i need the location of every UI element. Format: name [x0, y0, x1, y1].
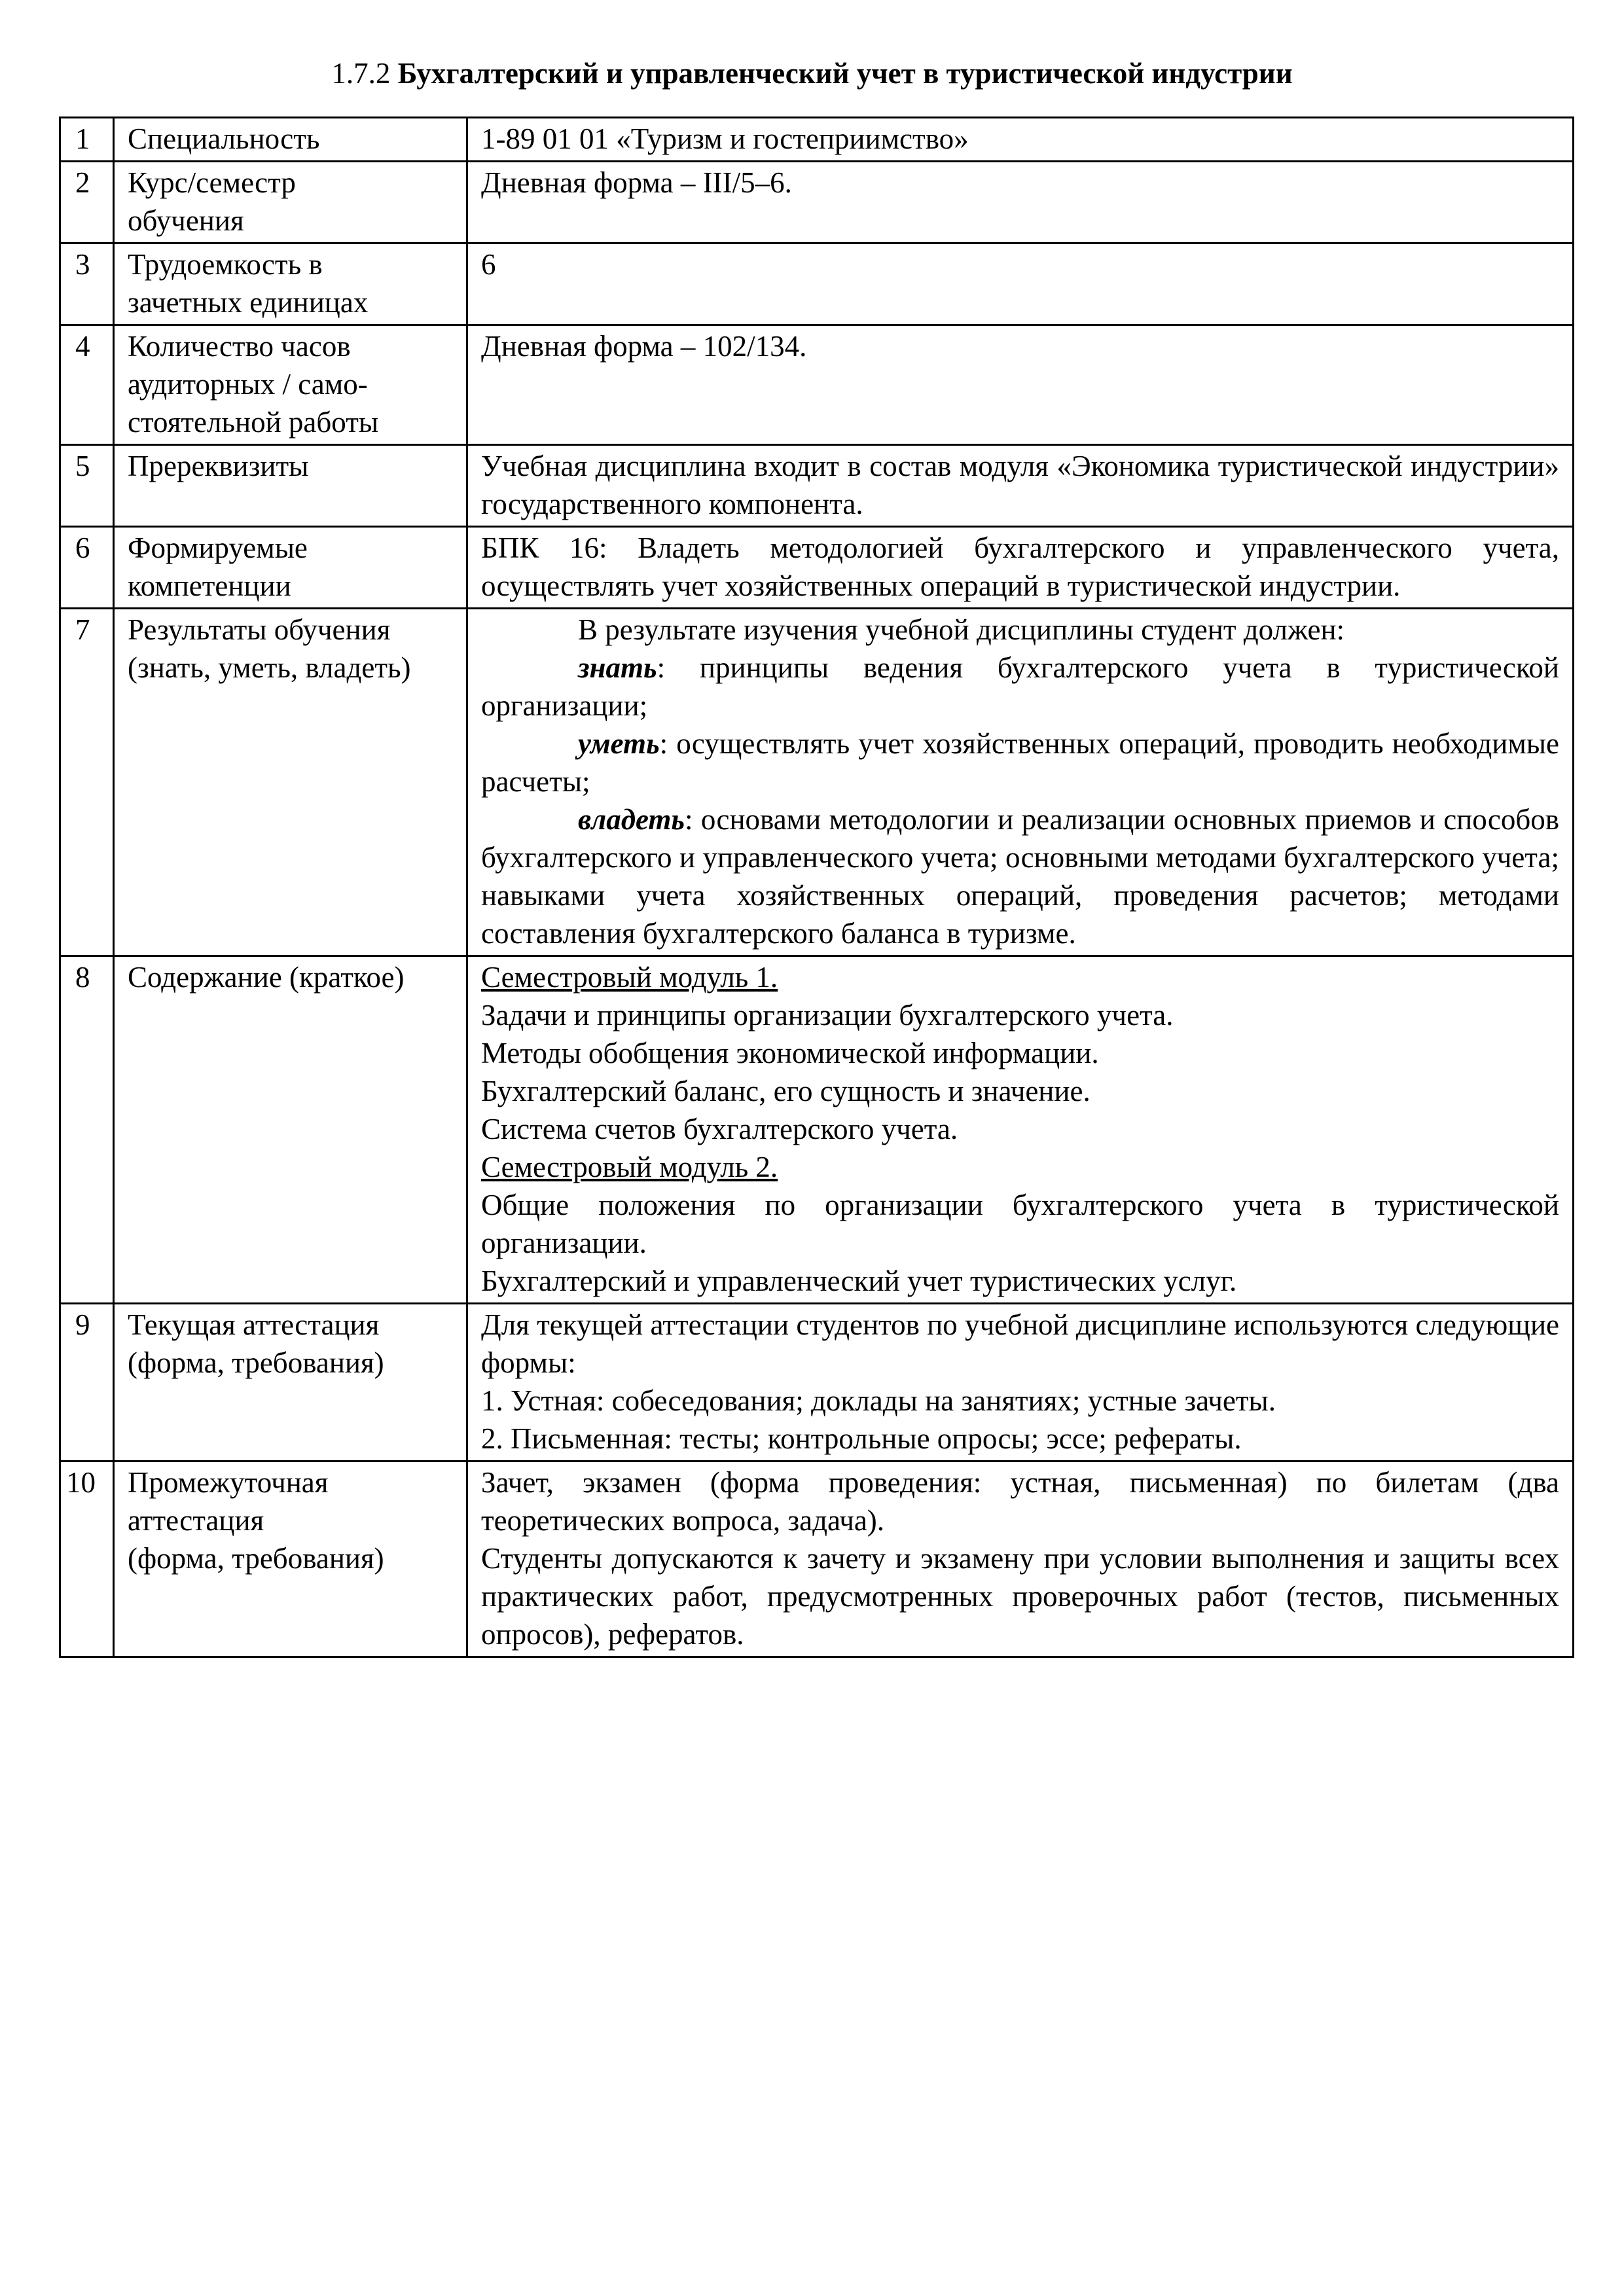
row-number: 5 — [60, 445, 114, 527]
row-label — [114, 956, 467, 1304]
outcomes-intro: В результате изучения учебной дисциплины студент должен: — [578, 613, 1345, 646]
row-number: 6 — [60, 527, 114, 609]
table-row — [60, 956, 1574, 1304]
row-label — [114, 162, 467, 243]
row-label-line: Специальность — [128, 122, 320, 155]
outcome-keyword: знать — [578, 651, 657, 684]
row-label-line: аудиторных / само- — [128, 368, 368, 401]
assessment-line: Студенты допускаются к зачету и экзамену при условии выполнения и защиты всех практических работ, предусмотренных проверочных работ (тестов, письменных опросов), рефератов. — [481, 1542, 1559, 1651]
row-label-line: Количество часов — [128, 330, 351, 363]
row-label-line: стоятельной работы — [128, 406, 379, 439]
row-value: БПК 16: Владеть методологией бухгалтерского и управленческого учета, осуществлять учет хозяйственных операций в туристической индустрии. — [467, 527, 1574, 609]
row-label — [114, 118, 467, 162]
outcome-own — [481, 800, 1559, 952]
row-label-line: Результаты обучения — [128, 613, 391, 646]
table-row — [60, 445, 1574, 527]
row-number: 1 — [60, 118, 114, 162]
row-label-line: Формируемые — [128, 531, 308, 564]
row-number: 8 — [60, 956, 114, 1304]
syllabus-table — [59, 117, 1574, 1658]
outcome-know — [481, 649, 1559, 725]
table-row — [60, 325, 1574, 445]
row-label-line: (знать, уметь, владеть) — [128, 651, 411, 684]
content-item: Методы обобщения экономической информации. — [481, 1037, 1099, 1069]
row-value: 6 — [467, 243, 1574, 325]
outcome-can — [481, 725, 1559, 800]
row-label-line: аттестация — [128, 1504, 264, 1537]
interim-assessment — [467, 1462, 1574, 1657]
row-label-line: Промежуточная — [128, 1466, 329, 1499]
table-row — [60, 609, 1574, 956]
table-row — [60, 118, 1574, 162]
outcome-text: : принципы ведения бухгалтерского учета в туристической организации; — [481, 651, 1559, 722]
section-number: 1.7.2 — [331, 57, 391, 90]
module-heading: Семестровый модуль 2. — [481, 1151, 778, 1183]
table-row — [60, 162, 1574, 243]
row-label — [114, 1462, 467, 1657]
row-number: 2 — [60, 162, 114, 243]
row-label-line: Курс/семестр — [128, 166, 296, 199]
outcome-keyword: уметь — [578, 727, 660, 760]
content-item: Общие положения по организации бухгалтерского учета в туристической организации. — [481, 1189, 1559, 1259]
course-content — [467, 956, 1574, 1304]
table-row — [60, 1304, 1574, 1462]
row-label-line: Пререквизиты — [128, 450, 309, 482]
outcome-keyword: владеть — [578, 803, 685, 836]
assessment-line: Зачет, экзамен (форма проведения: устная, письменная) по билетам (два теоретических вопроса, задача). — [481, 1466, 1559, 1537]
row-value: 1-89 01 01 «Туризм и гостеприимство» — [467, 118, 1574, 162]
row-label-line: Текущая аттестация — [128, 1308, 380, 1341]
row-number: 4 — [60, 325, 114, 445]
content-item: Бухгалтерский баланс, его сущность и значение. — [481, 1075, 1091, 1107]
assessment-line: Для текущей аттестации студентов по учебной дисциплине используются следующие формы: — [481, 1308, 1559, 1379]
table-row — [60, 1462, 1574, 1657]
row-number: 3 — [60, 243, 114, 325]
content-item: Задачи и принципы организации бухгалтерского учета. — [481, 999, 1174, 1031]
row-number: 10 — [60, 1462, 114, 1657]
page-title — [0, 54, 1624, 93]
row-label-line: компетенции — [128, 569, 291, 602]
row-label — [114, 243, 467, 325]
outcome-text: : основами методологии и реализации основных приемов и способов бухгалтерского и управленческого учета; основными методами бухгалтерского учета; навыками учета хозяйственных операций, проведения расчетов; методами составления бухгалтерского баланса в туризме. — [481, 803, 1559, 950]
row-label-line: Трудоемкость в — [128, 248, 323, 281]
row-number: 9 — [60, 1304, 114, 1462]
content-item: Бухгалтерский и управленческий учет туристических услуг. — [481, 1265, 1237, 1297]
outcome-text: : осуществлять учет хозяйственных операций, проводить необходимые расчеты; — [481, 727, 1559, 798]
table-row — [60, 527, 1574, 609]
row-label-line: Содержание (краткое) — [128, 961, 405, 994]
row-label-line: зачетных единицах — [128, 286, 369, 319]
row-label — [114, 445, 467, 527]
row-label-line: (форма, требования) — [128, 1346, 384, 1379]
assessment-line: 1. Устная: собеседования; доклады на занятиях; устные зачеты. — [481, 1384, 1276, 1417]
row-label-line: (форма, требования) — [128, 1542, 384, 1575]
learning-outcomes — [467, 609, 1574, 956]
row-label — [114, 527, 467, 609]
row-label — [114, 1304, 467, 1462]
row-label — [114, 609, 467, 956]
row-value: Учебная дисциплина входит в состав модуля «Экономика туристической индустрии» государственного компонента. — [467, 445, 1574, 527]
row-label-line: обучения — [128, 204, 244, 237]
row-value: Дневная форма – 102/134. — [467, 325, 1574, 445]
row-value: Дневная форма – III/5–6. — [467, 162, 1574, 243]
assessment-line: 2. Письменная: тесты; контрольные опросы; эссе; рефераты. — [481, 1422, 1242, 1455]
current-assessment — [467, 1304, 1574, 1462]
content-item: Система счетов бухгалтерского учета. — [481, 1113, 958, 1145]
section-title: Бухгалтерский и управленческий учет в туристической индустрии — [397, 57, 1293, 90]
row-number: 7 — [60, 609, 114, 956]
module-heading: Семестровый модуль 1. — [481, 961, 778, 994]
row-label — [114, 325, 467, 445]
table-row — [60, 243, 1574, 325]
